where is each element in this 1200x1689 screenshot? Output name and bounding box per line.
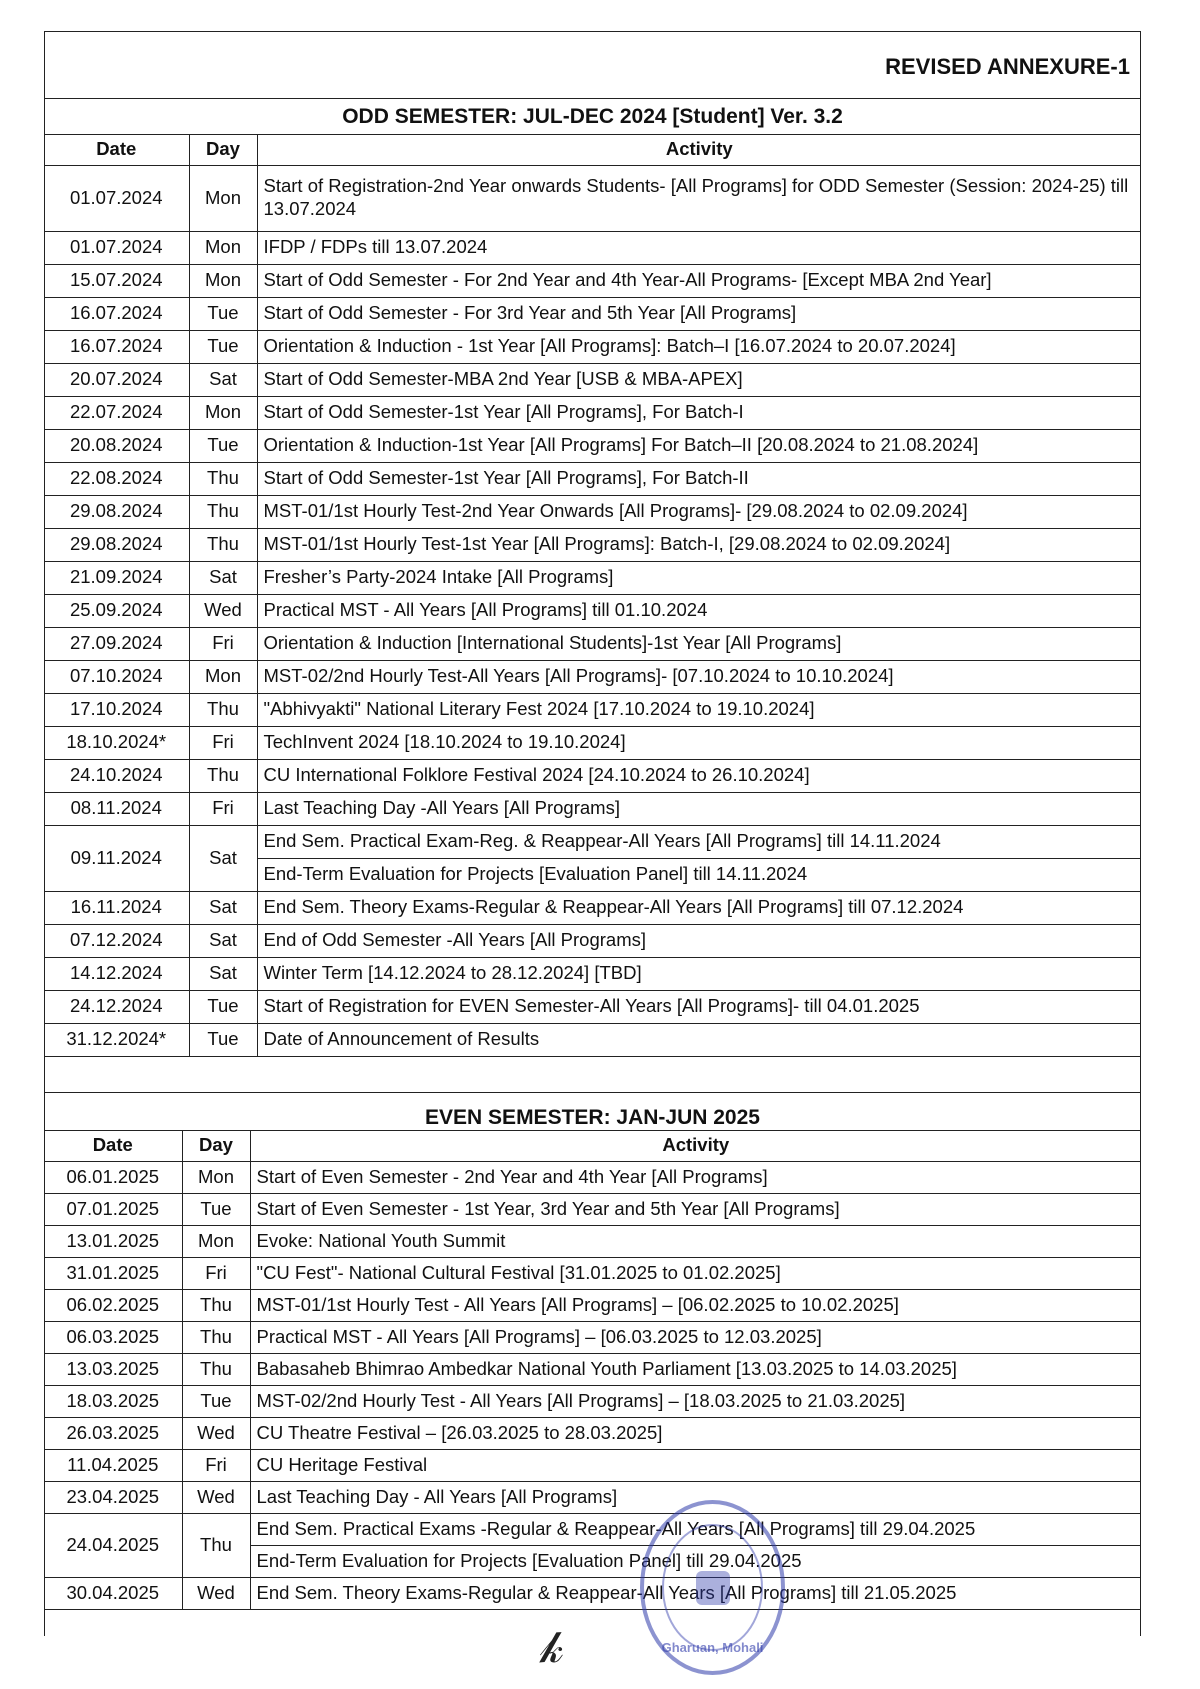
odd-semester-table <box>44 135 1141 1057</box>
day-cell: Mon <box>182 1225 250 1257</box>
annexure-label: REVISED ANNEXURE-1 <box>885 54 1130 79</box>
day-cell: Sat <box>189 363 257 396</box>
date-cell: 16.07.2024 <box>44 297 189 330</box>
activity-cell: Orientation & Induction [International Students]-1st Year [All Programs] <box>257 627 1141 660</box>
table-row <box>44 660 1141 693</box>
day-cell: Sat <box>189 957 257 990</box>
day-cell: Wed <box>182 1577 250 1609</box>
day-cell: Wed <box>189 594 257 627</box>
date-cell: 25.09.2024 <box>44 594 189 627</box>
day-cell: Fri <box>182 1257 250 1289</box>
activity-cell: CU Heritage Festival <box>250 1449 1141 1481</box>
day-cell: Sat <box>189 924 257 957</box>
date-cell: 24.12.2024 <box>44 990 189 1023</box>
day-cell: Tue <box>189 990 257 1023</box>
activity-cell: Date of Announcement of Results <box>257 1023 1141 1056</box>
date-cell: 09.11.2024 <box>44 825 189 891</box>
date-cell: 26.03.2025 <box>44 1417 182 1449</box>
odd-semester-section <box>44 98 1141 1057</box>
seal-emblem <box>696 1571 730 1605</box>
day-cell: Thu <box>189 528 257 561</box>
table-row <box>44 594 1141 627</box>
activity-cell: Start of Odd Semester-1st Year [All Programs], For Batch-II <box>257 462 1141 495</box>
date-cell: 01.07.2024 <box>44 231 189 264</box>
day-cell: Thu <box>182 1289 250 1321</box>
date-cell: 20.08.2024 <box>44 429 189 462</box>
day-cell: Tue <box>182 1385 250 1417</box>
table-row <box>44 1353 1141 1385</box>
date-cell: 22.07.2024 <box>44 396 189 429</box>
table-row <box>44 1449 1141 1481</box>
activity-cell: MST-02/2nd Hourly Test-All Years [All Programs]- [07.10.2024 to 10.10.2024] <box>257 660 1141 693</box>
activity-cell: Orientation & Induction - 1st Year [All Programs]: Batch–I [16.07.2024 to 20.07.2024] <box>257 330 1141 363</box>
table-row <box>44 957 1141 990</box>
seal-text: Gharuan, Mohali <box>661 1640 764 1655</box>
date-header: Date <box>44 1131 182 1161</box>
table-row <box>44 330 1141 363</box>
date-cell: 15.07.2024 <box>44 264 189 297</box>
table-row <box>44 792 1141 825</box>
date-cell: 07.01.2025 <box>44 1193 182 1225</box>
day-cell: Thu <box>189 693 257 726</box>
date-cell: 07.12.2024 <box>44 924 189 957</box>
date-cell: 29.08.2024 <box>44 495 189 528</box>
even-semester-section <box>44 1092 1141 1610</box>
activity-cell: End-Term Evaluation for Projects [Evaluation Panel] till 29.04.2025 <box>250 1545 1141 1577</box>
activity-cell: End-Term Evaluation for Projects [Evaluation Panel] till 14.11.2024 <box>257 858 1141 891</box>
activity-cell: CU International Folklore Festival 2024 [24.10.2024 to 26.10.2024] <box>257 759 1141 792</box>
activity-cell: End Sem. Theory Exams-Regular & Reappear-All Years [All Programs] till 07.12.2024 <box>257 891 1141 924</box>
table-row <box>44 429 1141 462</box>
date-cell: 18.03.2025 <box>44 1385 182 1417</box>
table-row <box>44 1577 1141 1609</box>
date-cell: 29.08.2024 <box>44 528 189 561</box>
activity-cell: Start of Even Semester - 1st Year, 3rd Year and 5th Year [All Programs] <box>250 1193 1141 1225</box>
activity-cell: MST-02/2nd Hourly Test - All Years [All Programs] – [18.03.2025 to 21.03.2025] <box>250 1385 1141 1417</box>
odd-semester-title: ODD SEMESTER: JUL-DEC 2024 [Student] Ver. 3.2 <box>44 98 1141 135</box>
even-semester-table <box>44 1131 1141 1610</box>
activity-cell: Babasaheb Bhimrao Ambedkar National Youth Parliament [13.03.2025 to 14.03.2025] <box>250 1353 1141 1385</box>
activity-cell: TechInvent 2024 [18.10.2024 to 19.10.2024] <box>257 726 1141 759</box>
table-row <box>44 363 1141 396</box>
date-cell: 06.02.2025 <box>44 1289 182 1321</box>
table-row <box>44 825 1141 858</box>
date-cell: 27.09.2024 <box>44 627 189 660</box>
even-semester-title: EVEN SEMESTER: JAN-JUN 2025 <box>44 1092 1141 1131</box>
activity-cell: Fresher’s Party-2024 Intake [All Programs] <box>257 561 1141 594</box>
table-row <box>44 1257 1141 1289</box>
table-row <box>44 495 1141 528</box>
date-cell: 20.07.2024 <box>44 363 189 396</box>
day-cell: Thu <box>189 759 257 792</box>
day-cell: Tue <box>189 330 257 363</box>
activity-cell: Orientation & Induction-1st Year [All Programs] For Batch–II [20.08.2024 to 21.08.2024] <box>257 429 1141 462</box>
activity-cell: Start of Even Semester - 2nd Year and 4th Year [All Programs] <box>250 1161 1141 1193</box>
day-cell: Thu <box>189 462 257 495</box>
table-row <box>44 627 1141 660</box>
date-cell: 21.09.2024 <box>44 561 189 594</box>
activity-cell: Start of Odd Semester-MBA 2nd Year [USB & MBA-APEX] <box>257 363 1141 396</box>
table-row <box>44 1193 1141 1225</box>
activity-cell: MST-01/1st Hourly Test-2nd Year Onwards [All Programs]- [29.08.2024 to 02.09.2024] <box>257 495 1141 528</box>
date-cell: 07.10.2024 <box>44 660 189 693</box>
date-cell: 06.01.2025 <box>44 1161 182 1193</box>
day-cell: Thu <box>182 1321 250 1353</box>
day-cell: Fri <box>189 726 257 759</box>
day-cell: Thu <box>182 1513 250 1577</box>
date-cell: 01.07.2024 <box>44 165 189 231</box>
day-cell: Tue <box>189 297 257 330</box>
day-cell: Wed <box>182 1417 250 1449</box>
table-row <box>44 693 1141 726</box>
table-row <box>44 1417 1141 1449</box>
date-cell: 24.10.2024 <box>44 759 189 792</box>
date-cell: 11.04.2025 <box>44 1449 182 1481</box>
table-row <box>44 726 1141 759</box>
day-cell: Wed <box>182 1481 250 1513</box>
activity-cell: End Sem. Theory Exams-Regular & Reappear-All Years [All Programs] till 21.05.2025 <box>250 1577 1141 1609</box>
activity-cell: Start of Odd Semester - For 2nd Year and 4th Year-All Programs- [Except MBA 2nd Year] <box>257 264 1141 297</box>
day-header: Day <box>189 135 257 165</box>
activity-cell: Last Teaching Day - All Years [All Programs] <box>250 1481 1141 1513</box>
day-header: Day <box>182 1131 250 1161</box>
table-row <box>44 1161 1141 1193</box>
activity-cell: MST-01/1st Hourly Test - All Years [All Programs] – [06.02.2025 to 10.02.2025] <box>250 1289 1141 1321</box>
date-cell: 17.10.2024 <box>44 693 189 726</box>
activity-cell: CU Theatre Festival – [26.03.2025 to 28.03.2025] <box>250 1417 1141 1449</box>
activity-cell: End Sem. Practical Exams -Regular & Reappear-All Years [All Programs] till 29.04.2025 <box>250 1513 1141 1545</box>
day-cell: Mon <box>189 231 257 264</box>
date-cell: 22.08.2024 <box>44 462 189 495</box>
activity-cell: Start of Odd Semester-1st Year [All Programs], For Batch-I <box>257 396 1141 429</box>
activity-cell: Last Teaching Day -All Years [All Programs] <box>257 792 1141 825</box>
day-cell: Thu <box>182 1353 250 1385</box>
table-row <box>44 1481 1141 1513</box>
date-cell: 24.04.2025 <box>44 1513 182 1577</box>
table-row <box>44 1225 1141 1257</box>
table-row <box>44 396 1141 429</box>
table-row <box>44 165 1141 231</box>
date-cell: 08.11.2024 <box>44 792 189 825</box>
table-row <box>44 297 1141 330</box>
date-cell: 30.04.2025 <box>44 1577 182 1609</box>
day-cell: Tue <box>182 1193 250 1225</box>
activity-cell: IFDP / FDPs till 13.07.2024 <box>257 231 1141 264</box>
day-cell: Sat <box>189 561 257 594</box>
date-cell: 13.03.2025 <box>44 1353 182 1385</box>
activity-cell: MST-01/1st Hourly Test-1st Year [All Programs]: Batch-I, [29.08.2024 to 02.09.2024] <box>257 528 1141 561</box>
table-row <box>44 759 1141 792</box>
activity-cell: "Abhivyakti" National Literary Fest 2024 [17.10.2024 to 19.10.2024] <box>257 693 1141 726</box>
day-cell: Mon <box>182 1161 250 1193</box>
activity-header: Activity <box>257 135 1141 165</box>
table-row <box>44 990 1141 1023</box>
activity-cell: Winter Term [14.12.2024 to 28.12.2024] [TBD] <box>257 957 1141 990</box>
activity-cell: Start of Registration-2nd Year onwards Students- [All Programs] for ODD Semester (Session: 2024-25) till 13.07.2024 <box>257 165 1141 231</box>
table-row <box>44 231 1141 264</box>
activity-cell: Practical MST - All Years [All Programs] till 01.10.2024 <box>257 594 1141 627</box>
date-cell: 16.07.2024 <box>44 330 189 363</box>
activity-cell: "CU Fest"- National Cultural Festival [31.01.2025 to 01.02.2025] <box>250 1257 1141 1289</box>
date-cell: 31.12.2024* <box>44 1023 189 1056</box>
day-cell: Mon <box>189 165 257 231</box>
table-row <box>44 1321 1141 1353</box>
day-cell: Tue <box>189 429 257 462</box>
table-row <box>44 561 1141 594</box>
activity-cell: End Sem. Practical Exam-Reg. & Reappear-All Years [All Programs] till 14.11.2024 <box>257 825 1141 858</box>
day-cell: Fri <box>189 792 257 825</box>
date-cell: 31.01.2025 <box>44 1257 182 1289</box>
activity-header: Activity <box>250 1131 1141 1161</box>
day-cell: Fri <box>189 627 257 660</box>
calendar-sheet <box>44 31 1141 1636</box>
table-row <box>44 462 1141 495</box>
university-seal <box>640 1500 785 1675</box>
activity-cell: End of Odd Semester -All Years [All Programs] <box>257 924 1141 957</box>
day-cell: Mon <box>189 264 257 297</box>
day-cell: Sat <box>189 891 257 924</box>
table-row <box>44 1513 1141 1545</box>
activity-cell: Start of Odd Semester - For 3rd Year and 5th Year [All Programs] <box>257 297 1141 330</box>
date-cell: 16.11.2024 <box>44 891 189 924</box>
table-row <box>44 1023 1141 1056</box>
day-cell: Sat <box>189 825 257 891</box>
activity-cell: Evoke: National Youth Summit <box>250 1225 1141 1257</box>
date-cell: 23.04.2025 <box>44 1481 182 1513</box>
table-row <box>44 924 1141 957</box>
day-cell: Thu <box>189 495 257 528</box>
day-cell: Tue <box>189 1023 257 1056</box>
date-cell: 13.01.2025 <box>44 1225 182 1257</box>
date-cell: 06.03.2025 <box>44 1321 182 1353</box>
day-cell: Mon <box>189 396 257 429</box>
table-row <box>44 264 1141 297</box>
table-row <box>44 1385 1141 1417</box>
table-row <box>44 1289 1141 1321</box>
day-cell: Mon <box>189 660 257 693</box>
date-header: Date <box>44 135 189 165</box>
date-cell: 14.12.2024 <box>44 957 189 990</box>
signature: 𝓀 <box>540 1622 564 1673</box>
activity-cell: Start of Registration for EVEN Semester-All Years [All Programs]- till 04.01.2025 <box>257 990 1141 1023</box>
date-cell: 18.10.2024* <box>44 726 189 759</box>
day-cell: Fri <box>182 1449 250 1481</box>
activity-cell: Practical MST - All Years [All Programs] – [06.03.2025 to 12.03.2025] <box>250 1321 1141 1353</box>
table-row <box>44 891 1141 924</box>
table-row <box>44 528 1141 561</box>
